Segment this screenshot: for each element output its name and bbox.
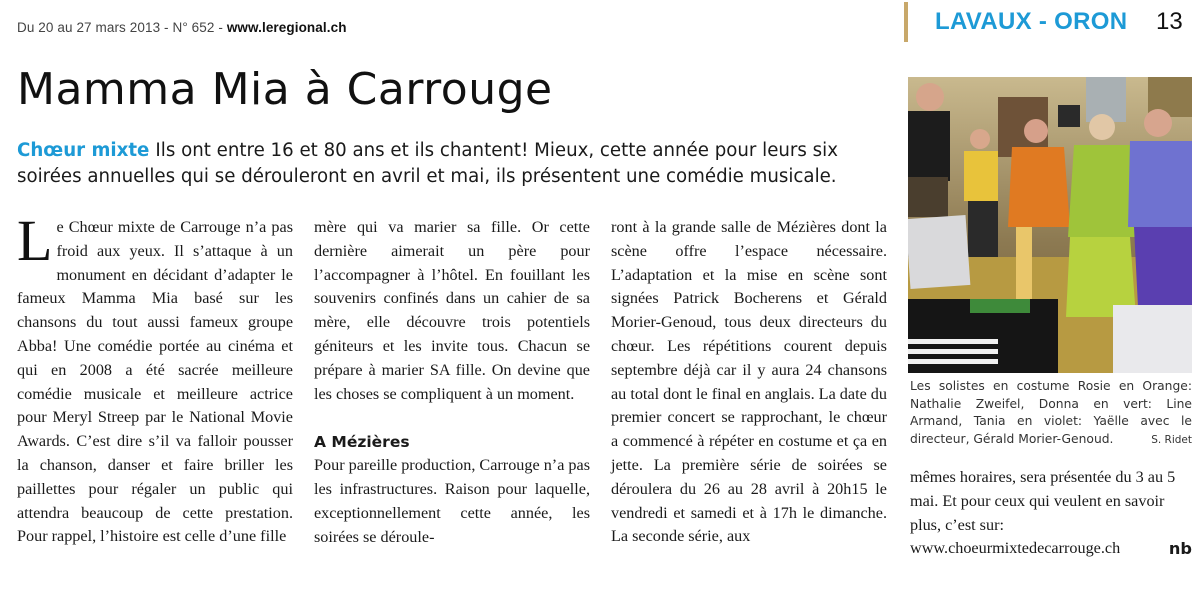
photo-credit: S. Ridet [1151,433,1192,446]
column-text: mêmes horaires, sera présentée du 3 au 5 mai. Et pour ceux qui veulent en savoir plus, c’est sur: [910,468,1176,534]
column-text: e Chœur mixte de Carrouge n’a pas froid aux yeux. Il s’attaque à un monument en décidant d’adapter le fameux Mamma Mia basé sur les chansons du tout aussi fameux groupe Abba! Une comédie portée au cinéma et qui en 2008 a été sacrée meilleure comédie musicale et meilleure actrice pour Meryl Streep par le National Movie Awards. C’est dire s’il va falloir pousser la chanson, danser et faire briller les paillettes pour régaler un public qui attendra beaucoup de cette prestation. Pour rappel, l’histoire est celle d’une fille [17,218,293,546]
author-signature: nb [1168,539,1192,559]
column-text: ront à la grande salle de Mézières dont la scène offre l’espace nécessaire. L’adaptation et la mise en scène sont signées Patrick Bocherens et Gérald Morier-Genoud, tous deux directeurs du chœur. Les répétitions courent depuis septembre déjà car il y aura 24 chansons au total dont le final en anglais. La date du premier concert se rapprochant, le chœur a commencé à répéter en costume et ça en jette. La première série de soirées se déroulera du 26 au 28 avril à 20h15 le vendredi et samedi et à 17h le dimanche. La seconde série, aux [611,218,887,546]
article-column-2 [314,216,590,550]
website-link[interactable]: www.choeurmixtedecarrouge.ch [910,539,1121,558]
issue-folio [17,20,347,35]
section-rubric: LAVAUX - ORON [935,8,1128,35]
photo-caption [910,378,1192,449]
article-column-3 [611,216,887,549]
issue-date-number: Du 20 au 27 mars 2013 - N° 652 - [17,20,227,35]
caption-text: Les solistes en costume Rosie en Orange: Nathalie Zweifel, Donna en vert: Line Armand, Tania en violet: Yaëlle avec le directeur, Gérald Morier-Genoud. [910,379,1192,446]
dropcap: L [17,208,53,273]
article-column-4 [910,466,1192,561]
article-lead [17,138,897,190]
article-kicker: Chœur mixte [17,140,150,161]
lead-text: Ils ont entre 16 et 80 ans et ils chantent! Mieux, cette année pour leurs six soirées annuelles qui se dérouleront en avril et mai, ils présentent une comédie musicale. [17,140,838,187]
article-photo [908,77,1192,373]
photo-choir-soloists [908,77,1192,373]
page-number: 13 [1156,8,1183,35]
site-link[interactable]: www.leregional.ch [226,20,347,35]
column-text: Pour pareille production, Carrouge n’a pas les infrastructures. Raison pour laquelle, exceptionnellement cette année, les soirées se déroule- [314,456,591,546]
rubric-divider [904,2,908,42]
article-column-1 [17,208,293,549]
column-text: mère qui va marier sa fille. Or cette dernière aimerait un père pour l’accompagner à l’hôtel. En fouillant les souvenirs confinés dans un cahier de sa mère, elle découvre trois potentiels géniteurs et les invite tous. Chacun se prépare à marier SA fille. On devine que les choses se compliquent à un moment. [314,218,590,403]
article-subhead: A Mézières [314,433,410,452]
article-headline: Mamma Mia à Carrouge [17,64,553,115]
